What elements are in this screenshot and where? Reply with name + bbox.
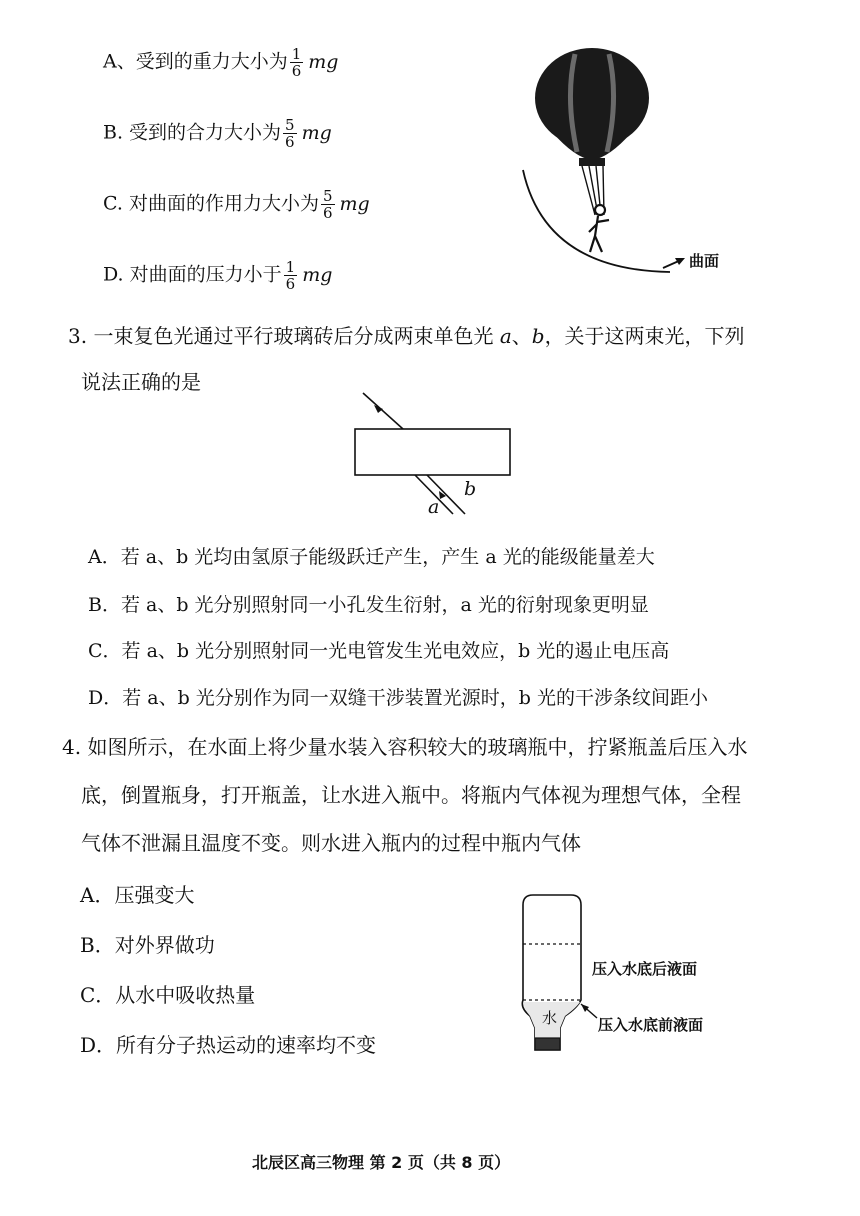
balloon-bottom [552,132,632,160]
q4-stem-line1: 4. 如图所示，在水面上将少量水装入容积较大的玻璃瓶中，拧紧瓶盖后压入水 [62,735,748,759]
q2-option-a-label: A、受到的重力大小为 [103,50,288,73]
q2-option-c [103,188,370,221]
q4-option-b: B．对外界做功 [80,933,215,957]
label-after-level: 压入水底后液面 [592,960,698,978]
q3-option-d: D．若 a、b 光分别作为同一双缝干涉装置光源时，b 光的干涉条纹间距小 [88,687,709,709]
q4-option-c: C．从水中吸收热量 [80,983,256,1007]
person-figure [589,205,609,252]
q2-option-b-label: B. 受到的合力大小为 [103,121,282,144]
surface-label: 曲面 [689,252,720,270]
q2-option-d-label: D. 对曲面的压力小于 [103,263,282,286]
q2-option-a-unit: mg [308,50,339,73]
q2-option-a [103,46,338,79]
q2-option-c-label: C. 对曲面的作用力大小为 [103,192,319,215]
q2-balloon-figure [505,40,765,290]
q4-stem-line3: 气体不泄漏且温度不变。则水进入瓶内的过程中瓶内气体 [81,831,581,855]
q3-option-c: C．若 a、b 光分别照射同一光电管发生光电效应，b 光的遏止电压高 [88,640,670,662]
q3-option-b: B．若 a、b 光分别照射同一小孔发生衍射，a 光的衍射现象更明显 [88,594,649,616]
q2-option-d-unit: mg [302,263,333,286]
q2-option-c-unit: mg [339,192,370,215]
page-footer: 北辰区高三物理 第 2 页（共 8 页） [252,1153,511,1172]
q3-option-a: A．若 a、b 光均由氢原子能级跃迁产生，产生 a 光的能级能量差大 [88,546,655,568]
glass-slab [355,429,510,475]
q4-option-d: D．所有分子热运动的速率均不变 [80,1033,377,1057]
q3-stem-line1: 3. 一束复色光通过平行玻璃砖后分成两束单色光 a、b，关于这两束光，下列 [68,324,745,348]
q2-option-b-fraction: $\frac{5}{6}$ [285,116,295,151]
q2-option-b [103,117,332,150]
label-before-level: 压入水底前液面 [598,1016,704,1034]
q2-option-b-unit: mg [301,121,332,144]
q2-option-a-fraction: $\frac{1}{6}$ [291,45,302,80]
q2-option-d [103,259,332,292]
q2-option-c-fraction: $\frac{5}{6}$ [322,187,333,222]
q2-option-d-fraction: $\frac{1}{6}$ [285,258,296,293]
bottle-cap [535,1038,560,1050]
ray-b-arrow-icon [439,491,446,499]
q4-option-a: A．压强变大 [80,883,195,907]
water-label: 水 [542,1009,558,1027]
q4-stem-line2: 底，倒置瓶身，打开瓶盖，让水进入瓶中。将瓶内气体视为理想气体，全程 [81,783,741,807]
incident-ray [363,393,403,429]
ray-a-label: a [428,496,440,518]
ray-b-label: b [464,478,477,500]
q3-stem-line2: 说法正确的是 [81,370,201,394]
